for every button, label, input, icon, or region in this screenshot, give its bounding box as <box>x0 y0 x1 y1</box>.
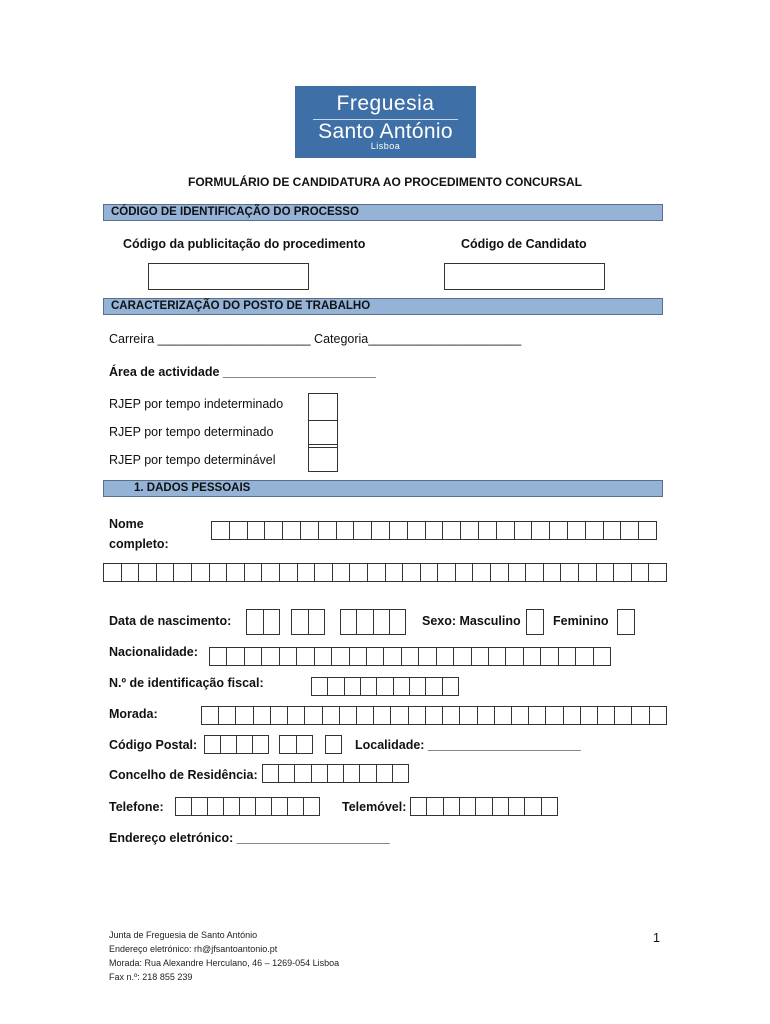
nationality-cells[interactable] <box>209 647 611 666</box>
char-cell[interactable] <box>209 564 227 581</box>
char-cell[interactable] <box>593 648 610 665</box>
char-cell[interactable] <box>210 648 226 665</box>
char-cell[interactable] <box>356 610 372 634</box>
char-cell[interactable] <box>442 522 460 539</box>
char-cell[interactable] <box>411 798 426 815</box>
char-cell[interactable] <box>236 736 252 753</box>
char-cell[interactable] <box>563 707 580 724</box>
char-cell[interactable] <box>205 736 220 753</box>
rjep-indeterminate-label: RJEP por tempo indeterminado <box>109 397 284 411</box>
char-cell[interactable] <box>173 564 191 581</box>
char-cell[interactable] <box>558 648 575 665</box>
char-cell[interactable] <box>138 564 156 581</box>
char-cell[interactable] <box>261 564 279 581</box>
rjep-indeterminate-checkbox[interactable] <box>308 393 338 421</box>
char-cell[interactable] <box>247 610 263 634</box>
address-cells[interactable] <box>201 706 667 725</box>
birth-day-cells[interactable] <box>246 609 280 635</box>
char-cell[interactable] <box>253 707 270 724</box>
char-cell[interactable] <box>247 522 265 539</box>
full-name-label-1: Nome <box>109 517 144 531</box>
section-header-personal-data: 1. DADOS PESSOAIS <box>103 480 663 497</box>
rjep-determinable-label: RJEP por tempo determinável <box>109 453 276 467</box>
municipality-label: Concelho de Residência: <box>109 768 258 782</box>
char-cell[interactable] <box>322 707 339 724</box>
page-number: 1 <box>653 931 660 945</box>
section-header-process-code: CÓDIGO DE IDENTIFICAÇÃO DO PROCESSO <box>103 204 663 221</box>
candidate-code-label: Código de Candidato <box>461 237 587 251</box>
char-cell[interactable] <box>528 707 545 724</box>
full-name-cells[interactable] <box>211 521 657 540</box>
char-cell[interactable] <box>360 678 376 695</box>
char-cell[interactable] <box>545 707 562 724</box>
section-header-job-position: CARACTERIZAÇÃO DO POSTO DE TRABALHO <box>103 298 663 315</box>
sex-male-checkbox[interactable] <box>526 609 544 635</box>
char-cell[interactable] <box>389 522 407 539</box>
postal-code-cells-1[interactable] <box>204 735 269 754</box>
char-cell[interactable] <box>296 736 313 753</box>
birth-date-label: Data de nascimento: <box>109 614 232 628</box>
char-cell[interactable] <box>580 707 597 724</box>
char-cell[interactable] <box>409 678 425 695</box>
char-cell[interactable] <box>649 707 666 724</box>
char-cell[interactable] <box>508 798 524 815</box>
phone-label: Telefone: <box>109 800 164 814</box>
char-cell[interactable] <box>407 522 425 539</box>
char-cell[interactable] <box>459 707 476 724</box>
logo-line-2: Santo António <box>318 120 453 143</box>
char-cell[interactable] <box>488 648 505 665</box>
char-cell[interactable] <box>261 648 278 665</box>
rjep-determinate-label: RJEP por tempo determinado <box>109 425 274 439</box>
char-cell[interactable] <box>425 678 441 695</box>
address-label: Morada: <box>109 707 158 721</box>
char-cell[interactable] <box>541 798 557 815</box>
char-cell[interactable] <box>603 522 621 539</box>
email-line[interactable]: Endereço eletrónico: ______________________ <box>109 831 390 845</box>
char-cell[interactable] <box>477 707 494 724</box>
char-cell[interactable] <box>300 522 318 539</box>
char-cell[interactable] <box>383 648 400 665</box>
char-cell[interactable] <box>475 798 491 815</box>
char-cell[interactable] <box>525 564 543 581</box>
char-cell[interactable] <box>492 798 508 815</box>
char-cell[interactable] <box>294 765 310 782</box>
char-cell[interactable] <box>648 564 666 581</box>
char-cell[interactable] <box>312 678 327 695</box>
postal-code-cells-2[interactable] <box>279 735 313 754</box>
char-cell[interactable] <box>385 564 403 581</box>
char-cell[interactable] <box>567 522 585 539</box>
char-cell[interactable] <box>202 707 218 724</box>
nationality-label: Nacionalidade: <box>109 645 198 659</box>
char-cell[interactable] <box>471 648 488 665</box>
char-cell[interactable] <box>359 765 375 782</box>
char-cell[interactable] <box>304 707 321 724</box>
char-cell[interactable] <box>560 564 578 581</box>
char-cell[interactable] <box>303 798 319 815</box>
char-cell[interactable] <box>549 522 567 539</box>
char-cell[interactable] <box>244 648 261 665</box>
char-cell[interactable] <box>436 648 453 665</box>
char-cell[interactable] <box>297 564 315 581</box>
publication-code-label: Código da publicitação do procedimento <box>123 237 366 251</box>
char-cell[interactable] <box>223 798 239 815</box>
career-category-line[interactable]: Carreira ______________________ Categoria______________________ <box>109 332 522 346</box>
candidate-code-field[interactable] <box>444 263 605 290</box>
char-cell[interactable] <box>349 564 367 581</box>
char-cell[interactable] <box>327 678 343 695</box>
char-cell[interactable] <box>263 765 278 782</box>
char-cell[interactable] <box>331 648 348 665</box>
char-cell[interactable] <box>392 765 408 782</box>
char-cell[interactable] <box>239 798 255 815</box>
char-cell[interactable] <box>425 707 442 724</box>
char-cell[interactable] <box>531 522 549 539</box>
char-cell[interactable] <box>292 610 308 634</box>
char-cell[interactable] <box>420 564 438 581</box>
char-cell[interactable] <box>478 522 496 539</box>
char-cell[interactable] <box>341 610 356 634</box>
char-cell[interactable] <box>308 610 325 634</box>
char-cell[interactable] <box>366 648 383 665</box>
char-cell[interactable] <box>282 522 300 539</box>
char-cell[interactable] <box>271 798 287 815</box>
nif-label: N.º de identificação fiscal: <box>109 676 264 690</box>
footer-line-2: Endereço eletrónico: rh@jfsantoantonio.pt <box>109 944 278 954</box>
char-cell[interactable] <box>326 736 341 753</box>
char-cell[interactable] <box>270 707 287 724</box>
sex-male-label: Sexo: Masculino <box>422 614 521 628</box>
char-cell[interactable] <box>426 798 442 815</box>
char-cell[interactable] <box>508 564 526 581</box>
char-cell[interactable] <box>490 564 508 581</box>
char-cell[interactable] <box>390 707 407 724</box>
char-cell[interactable] <box>402 564 420 581</box>
postal-code-cells-3[interactable] <box>325 735 342 754</box>
full-name-cells-row-2[interactable] <box>103 563 667 582</box>
activity-area-line[interactable]: Área de actividade ______________________ <box>109 365 376 379</box>
char-cell[interactable] <box>207 798 223 815</box>
char-cell[interactable] <box>585 522 603 539</box>
phone-cells[interactable] <box>175 797 320 816</box>
char-cell[interactable] <box>287 707 304 724</box>
char-cell[interactable] <box>327 765 343 782</box>
char-cell[interactable] <box>121 564 139 581</box>
char-cell[interactable] <box>339 707 356 724</box>
char-cell[interactable] <box>244 564 262 581</box>
footer-line-3: Morada: Rua Alexandre Herculano, 46 – 1269-054 Lisboa <box>109 958 340 968</box>
char-cell[interactable] <box>437 564 455 581</box>
publication-code-field[interactable] <box>148 263 309 290</box>
char-cell[interactable] <box>408 707 425 724</box>
char-cell[interactable] <box>264 522 282 539</box>
logo <box>295 86 476 158</box>
char-cell[interactable] <box>376 765 392 782</box>
char-cell[interactable] <box>631 707 648 724</box>
char-cell[interactable] <box>343 765 359 782</box>
char-cell[interactable] <box>220 736 236 753</box>
nif-cells[interactable] <box>311 677 459 696</box>
char-cell[interactable] <box>367 564 385 581</box>
char-cell[interactable] <box>255 798 271 815</box>
char-cell[interactable] <box>311 765 327 782</box>
char-cell[interactable] <box>401 648 418 665</box>
form-title: FORMULÁRIO DE CANDIDATURA AO PROCEDIMENTO CONCURSAL <box>188 175 582 189</box>
char-cell[interactable] <box>371 522 389 539</box>
char-cell[interactable] <box>453 648 470 665</box>
char-cell[interactable] <box>472 564 490 581</box>
char-cell[interactable] <box>278 765 294 782</box>
municipality-cells[interactable] <box>262 764 409 783</box>
footer-block <box>109 928 339 984</box>
char-cell[interactable] <box>631 564 649 581</box>
char-cell[interactable] <box>523 648 540 665</box>
char-cell[interactable] <box>218 707 235 724</box>
char-cell[interactable] <box>191 798 207 815</box>
mobile-cells[interactable] <box>410 797 558 816</box>
char-cell[interactable] <box>280 736 296 753</box>
mobile-label: Telemóvel: <box>342 800 407 814</box>
char-cell[interactable] <box>176 798 191 815</box>
char-cell[interactable] <box>226 648 243 665</box>
char-cell[interactable] <box>505 648 522 665</box>
footer-line-4: Fax n.º: 218 855 239 <box>109 972 193 982</box>
char-cell[interactable] <box>418 648 435 665</box>
char-cell[interactable] <box>314 564 332 581</box>
logo-line-1: Freguesia <box>336 92 435 115</box>
char-cell[interactable] <box>373 610 389 634</box>
char-cell[interactable] <box>575 648 592 665</box>
char-cell[interactable] <box>496 522 514 539</box>
char-cell[interactable] <box>597 707 614 724</box>
char-cell[interactable] <box>353 522 371 539</box>
char-cell[interactable] <box>279 648 296 665</box>
char-cell[interactable] <box>442 707 459 724</box>
char-cell[interactable] <box>376 678 392 695</box>
char-cell[interactable] <box>578 564 596 581</box>
char-cell[interactable] <box>443 798 459 815</box>
char-cell[interactable] <box>638 522 656 539</box>
char-cell[interactable] <box>252 736 268 753</box>
char-cell[interactable] <box>287 798 303 815</box>
char-cell[interactable] <box>314 648 331 665</box>
char-cell[interactable] <box>332 564 350 581</box>
char-cell[interactable] <box>514 522 532 539</box>
char-cell[interactable] <box>226 564 244 581</box>
char-cell[interactable] <box>455 564 473 581</box>
sex-female-checkbox[interactable] <box>617 609 635 635</box>
char-cell[interactable] <box>596 564 614 581</box>
char-cell[interactable] <box>296 648 313 665</box>
char-cell[interactable] <box>263 610 280 634</box>
char-cell[interactable] <box>389 610 405 634</box>
char-cell[interactable] <box>442 678 458 695</box>
full-name-label-2: completo: <box>109 537 169 551</box>
char-cell[interactable] <box>104 564 121 581</box>
char-cell[interactable] <box>524 798 540 815</box>
char-cell[interactable] <box>318 522 336 539</box>
char-cell[interactable] <box>373 707 390 724</box>
char-cell[interactable] <box>191 564 209 581</box>
birth-month-cells[interactable] <box>291 609 325 635</box>
char-cell[interactable] <box>620 522 638 539</box>
char-cell[interactable] <box>235 707 252 724</box>
char-cell[interactable] <box>511 707 528 724</box>
char-cell[interactable] <box>344 678 360 695</box>
char-cell[interactable] <box>336 522 354 539</box>
sex-female-label: Feminino <box>553 614 609 628</box>
char-cell[interactable] <box>229 522 247 539</box>
char-cell[interactable] <box>356 707 373 724</box>
rjep-determinable-checkbox[interactable] <box>308 444 338 472</box>
postal-code-label: Código Postal: <box>109 738 198 752</box>
logo-line-3: Lisboa <box>370 141 401 151</box>
char-cell[interactable] <box>614 707 631 724</box>
char-cell[interactable] <box>393 678 409 695</box>
char-cell[interactable] <box>279 564 297 581</box>
char-cell[interactable] <box>459 798 475 815</box>
char-cell[interactable] <box>460 522 478 539</box>
char-cell[interactable] <box>349 648 366 665</box>
locality-line[interactable]: Localidade: ______________________ <box>355 738 581 752</box>
char-cell[interactable] <box>543 564 561 581</box>
footer-line-1: Junta de Freguesia de Santo António <box>109 930 258 940</box>
char-cell[interactable] <box>425 522 443 539</box>
char-cell[interactable] <box>540 648 557 665</box>
char-cell[interactable] <box>212 522 229 539</box>
char-cell[interactable] <box>613 564 631 581</box>
birth-year-cells[interactable] <box>340 609 406 635</box>
char-cell[interactable] <box>156 564 174 581</box>
char-cell[interactable] <box>494 707 511 724</box>
